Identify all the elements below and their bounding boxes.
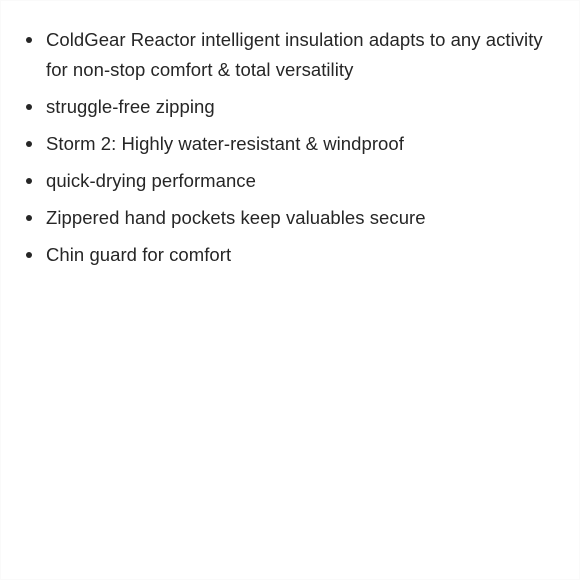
bullet-icon	[26, 104, 32, 110]
feature-text: struggle-free zipping	[46, 96, 215, 117]
bullet-icon	[26, 215, 32, 221]
feature-text: quick-drying performance	[46, 170, 256, 191]
feature-text: Zippered hand pockets keep valuables secure	[46, 207, 426, 228]
feature-list-item	[26, 129, 566, 159]
feature-list	[26, 25, 566, 277]
bullet-icon	[26, 252, 32, 258]
feature-text: Storm 2: Highly water-resistant & windproof	[46, 133, 404, 154]
feature-list-item	[26, 25, 566, 85]
feature-list-item	[26, 240, 566, 270]
feature-list-item	[26, 166, 566, 196]
feature-text: Chin guard for comfort	[46, 244, 232, 265]
feature-text: ColdGear Reactor intelligent insulation adapts to any activity for non-stop comfort & total versatility	[46, 29, 543, 80]
feature-list-item	[26, 203, 566, 233]
bullet-icon	[26, 178, 32, 184]
bullet-icon	[26, 141, 32, 147]
bullet-icon	[26, 37, 32, 43]
feature-list-item	[26, 92, 566, 122]
